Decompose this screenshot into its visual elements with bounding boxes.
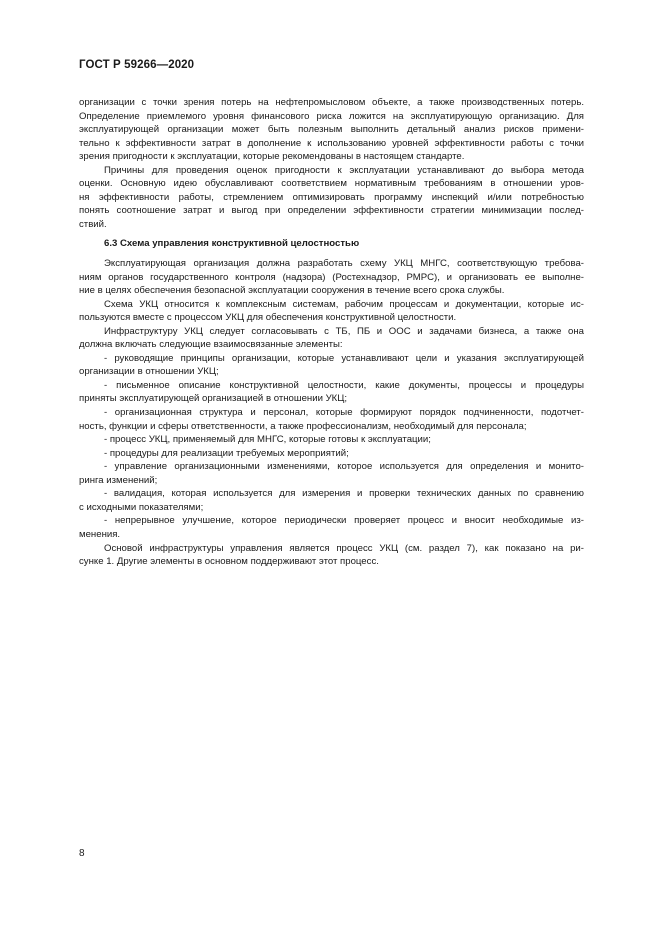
document-body — [79, 96, 584, 569]
body-line: тельно к эффективности затрат в дополнение к использованию уровней эффективности работы с точки — [79, 137, 584, 149]
list-item-line: - организационная структура и персонал, которые формируют порядок подчиненности, подотчет- — [104, 407, 584, 419]
body-line: Схема УКЦ относится к комплексным системам, рабочим процессам и документации, которые ис- — [104, 298, 584, 310]
list-item-line: - валидация, которая используется для измерения и проверки технических данных по сравнению — [104, 488, 584, 500]
page-number: 8 — [79, 848, 85, 859]
list-item-line: - руководящие принципы организации, которые устанавливают цели и указания эксплуатирующей — [104, 352, 584, 364]
list-item-line: ринга изменений; — [79, 474, 158, 486]
list-item-line: - письменное описание конструктивной целостности, какие документы, процессы и процедуры — [104, 379, 584, 391]
body-line: Основой инфраструктуры управления является процесс УКЦ (см. раздел 7), как показано на ри- — [104, 542, 584, 554]
list-item-line: менения. — [79, 528, 121, 540]
body-line: Причины для проведения оценок пригодности к эксплуатации устанавливают до выбора метода — [104, 164, 584, 176]
body-line: должна включать следующие взаимосвязанные элементы: — [79, 339, 343, 351]
body-line: Эксплуатирующая организация должна разработать схему УКЦ МНГС, соответствующую требова- — [104, 258, 584, 270]
body-line: эксплуатирующей организации может быть полезным выполнить детальный анализ рисков примени- — [79, 124, 584, 136]
section-heading: 6.3 Схема управления конструктивной целостностью — [104, 238, 360, 250]
document-header: ГОСТ Р 59266—2020 — [79, 59, 195, 71]
body-line: понять соотношение затрат и выгод при определении эффективности стратегии минимизации послед- — [79, 205, 584, 217]
body-line: организации с точки зрения потерь на нефтепромысловом объекте, а также производственных потерь. — [79, 97, 584, 108]
body-line: Инфраструктуру УКЦ следует согласовывать с ТБ, ПБ и ООС и задачами бизнеса, а также она — [104, 325, 584, 337]
body-line: ствий. — [79, 218, 107, 230]
body-line: пользуются вместе с процессом УКЦ для обеспечения конструктивной целостности. — [79, 312, 457, 324]
body-line: ние в целях обеспечения безопасной эксплуатации сооружения в течение всего срока службы. — [79, 285, 505, 297]
list-item-line: - управление организационными изменениями, которое используется для определения и монито- — [104, 461, 584, 473]
body-line: ниям органов государственного контроля (надзора) (Ростехнадзор, РМРС), и организовать ее выполне- — [79, 271, 584, 283]
list-item-line: ность, функции и сферы ответственности, а также профессионализм, необходимый для персонала; — [79, 420, 527, 432]
body-line: оценки. Основную идею обуславливают соответствием нормативным требованиям в отношении уров- — [79, 178, 584, 190]
body-line: ня эффективности работы, стремлением оптимизировать программу инспекций и/или потребностью — [79, 191, 584, 203]
body-line: сунке 1. Другие элементы в основном поддерживают этот процесс. — [79, 556, 379, 568]
body-line: зрения пригодности к эксплуатации, которые рекомендованы в настоящем стандарте. — [79, 151, 465, 163]
list-item-line: приняты эксплуатирующей организацией в отношении УКЦ; — [79, 393, 348, 405]
list-item-line: - процесс УКЦ, применяемый для МНГС, которые готовы к эксплуатации; — [104, 434, 431, 446]
list-item-line: - процедуры для реализации требуемых мероприятий; — [104, 447, 349, 459]
list-item-line: с исходными показателями; — [79, 501, 204, 513]
list-item-line: организации в отношении УКЦ; — [79, 366, 219, 378]
body-line: Определение приемлемого уровня финансового риска ложится на эксплуатирующую организацию. Для — [79, 110, 584, 122]
list-item-line: - непрерывное улучшение, которое периодически проверяет процесс и вносит необходимые из- — [104, 515, 584, 527]
